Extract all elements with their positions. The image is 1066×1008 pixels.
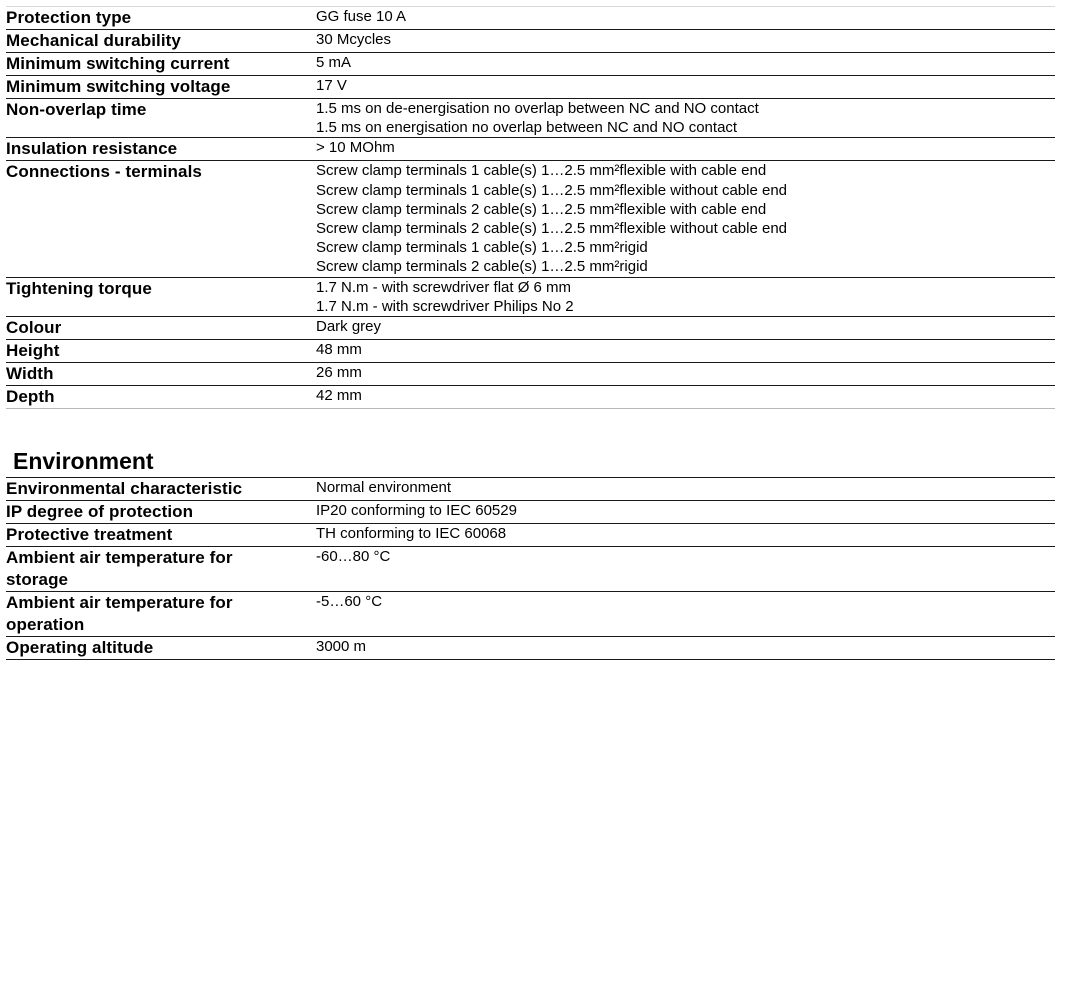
spec-value-line: -60…80 °C [316, 548, 391, 566]
spec-value-line: Screw clamp terminals 2 cable(s) 1…2.5 mm²flexible with cable end [316, 200, 767, 218]
spec-row [6, 7, 1055, 30]
spec-label: Ambient air temperature for storage [6, 547, 316, 592]
spec-row [6, 637, 1055, 660]
spec-label: Mechanical durability [6, 30, 316, 53]
spec-value [316, 547, 1055, 592]
characteristics-table [6, 7, 1055, 409]
spec-label: Height [6, 340, 316, 363]
spec-value-line: Dark grey [316, 318, 382, 336]
spec-value [316, 592, 1055, 637]
spec-value-line: 1.7 N.m - with screwdriver Philips No 2 [316, 297, 574, 315]
spec-row [6, 524, 1055, 547]
spec-value-line: 26 mm [316, 364, 362, 382]
spec-row [6, 501, 1055, 524]
spec-label: Environmental characteristic [6, 478, 316, 501]
spec-value [316, 99, 1055, 138]
spec-label: Non-overlap time [6, 99, 316, 138]
spec-value-line: 42 mm [316, 387, 362, 405]
spec-value-line: 3000 m [316, 638, 367, 656]
spec-value [316, 30, 1055, 53]
spec-label: Width [6, 363, 316, 386]
spec-row [6, 99, 1055, 138]
spec-value-line: Screw clamp terminals 1 cable(s) 1…2.5 mm²rigid [316, 239, 648, 257]
spec-value-line: Screw clamp terminals 2 cable(s) 1…2.5 mm²rigid [316, 258, 648, 276]
characteristics-table-body [6, 7, 1055, 409]
spec-value [316, 363, 1055, 386]
spec-row [6, 386, 1055, 409]
spec-row [6, 138, 1055, 161]
spec-value [316, 53, 1055, 76]
spec-value-line: 1.7 N.m - with screwdriver flat Ø 6 mm [316, 278, 572, 296]
spec-label: IP degree of protection [6, 501, 316, 524]
section-title-environment: Environment [6, 409, 1055, 478]
spec-value [316, 161, 1055, 277]
spec-label: Protection type [6, 7, 316, 30]
spec-value [316, 501, 1055, 524]
spec-value-line: 1.5 ms on de-energisation no overlap between NC and NO contact [316, 100, 759, 117]
spec-value [316, 524, 1055, 547]
spec-label: Connections - terminals [6, 161, 316, 277]
spec-row [6, 547, 1055, 592]
spec-row [6, 76, 1055, 99]
spec-value-line: Screw clamp terminals 1 cable(s) 1…2.5 mm²flexible with cable end [316, 162, 767, 180]
spec-label: Operating altitude [6, 637, 316, 660]
spec-value-line: 17 V [316, 77, 347, 94]
spec-value [316, 340, 1055, 363]
spec-label: Colour [6, 317, 316, 340]
spec-row [6, 592, 1055, 637]
spec-value-line: Screw clamp terminals 2 cable(s) 1…2.5 mm²flexible without cable end [316, 220, 788, 238]
spec-value-line: 1.5 ms on energisation no overlap between NC and NO contact [316, 119, 738, 137]
spec-value [316, 637, 1055, 660]
spec-label: Ambient air temperature for operation [6, 592, 316, 637]
spec-label: Tightening torque [6, 277, 316, 316]
environment-table-body [6, 478, 1055, 660]
spec-value-line: Normal environment [316, 479, 452, 497]
spec-value-line: 5 mA [316, 54, 352, 71]
spec-label: Insulation resistance [6, 138, 316, 161]
spec-row [6, 277, 1055, 316]
spec-value-line: IP20 conforming to IEC 60529 [316, 502, 517, 520]
spec-value-line: -5…60 °C [316, 593, 383, 611]
spec-value [316, 277, 1055, 316]
spec-value-line: 48 mm [316, 341, 362, 359]
spec-row [6, 317, 1055, 340]
spec-value [316, 386, 1055, 409]
spec-row [6, 363, 1055, 386]
spec-row [6, 478, 1055, 501]
spec-label: Depth [6, 386, 316, 409]
environment-table [6, 478, 1055, 660]
spec-row [6, 30, 1055, 53]
spec-value-line: 30 Mcycles [316, 31, 392, 48]
datasheet [6, 6, 1055, 660]
spec-label: Minimum switching current [6, 53, 316, 76]
spec-value-line: > 10 MOhm [316, 139, 395, 157]
spec-value [316, 138, 1055, 161]
spec-row [6, 340, 1055, 363]
spec-label: Minimum switching voltage [6, 76, 316, 99]
spec-value-line: TH conforming to IEC 60068 [316, 525, 507, 543]
spec-value [316, 7, 1055, 30]
spec-value-line: GG fuse 10 A [316, 8, 407, 25]
spec-value [316, 317, 1055, 340]
spec-row [6, 53, 1055, 76]
spec-value-line: Screw clamp terminals 1 cable(s) 1…2.5 mm²flexible without cable end [316, 181, 788, 199]
spec-value [316, 76, 1055, 99]
spec-label: Protective treatment [6, 524, 316, 547]
spec-row [6, 161, 1055, 277]
spec-value [316, 478, 1055, 501]
